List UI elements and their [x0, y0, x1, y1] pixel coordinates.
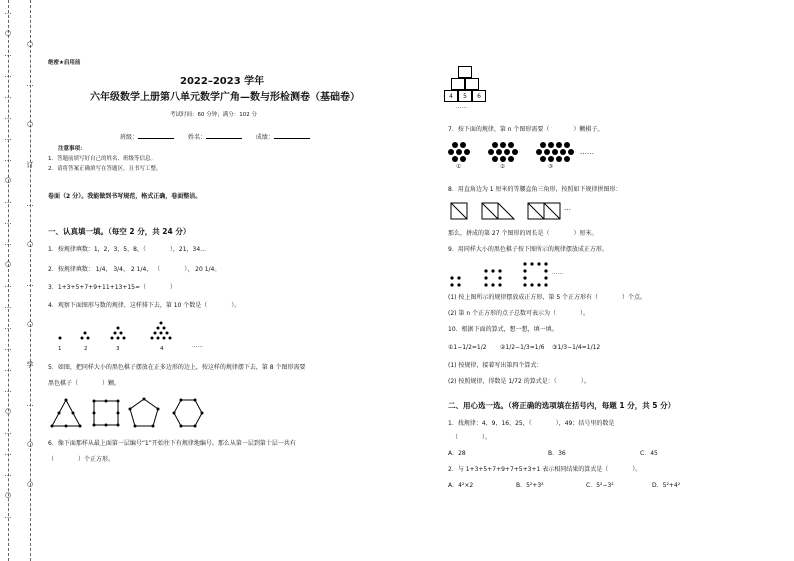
q9-part-a: (1) 按上图所示的规律摆放成正方形，第 5 个正方形有（ ）个点。 — [448, 294, 647, 301]
q9-part-b: (2) 第 n 个正方形的点子总数可表示为（ ）。 — [448, 310, 590, 317]
s2-q2-option-c: C．5²−3² — [586, 482, 614, 489]
q2-prefix: 2．按规律填数： — [48, 266, 94, 273]
binding-mark: … — [4, 92, 12, 100]
s2-q2-option-a: A．4²×2 — [448, 482, 474, 489]
q1-text: 1．按规律填数：1，2，3，5，8，（ ），21，34… — [48, 246, 207, 253]
q4-triangle-dots — [48, 316, 248, 356]
q9-square-dots — [448, 258, 588, 290]
q9-text: 9．用同样大小的黑色棋子按下图所示的规律摆放成正方形。 — [448, 246, 608, 253]
q10-part-b: (2) 按照规律，得数是 1/72 的算式是：（ ）。 — [448, 378, 590, 385]
binding-mark: ○ — [26, 440, 34, 448]
binding-mark: … — [4, 281, 12, 289]
q10-formula-3: ③1/3−1/4=1/12 — [552, 344, 601, 351]
name-label: 姓名： — [187, 134, 206, 141]
s2-q1-option-c: C．45 — [640, 450, 658, 457]
binding-mark: … — [4, 155, 12, 163]
score-label: 成绩： — [255, 134, 274, 141]
q10-formula-1: ①1−1/2=1/2 — [448, 344, 487, 351]
exam-title: 六年级数学上册第八单元数学广角—数与形检测卷（基础卷） — [90, 92, 360, 103]
q7-label-1: ① — [456, 164, 461, 170]
note-2: 2．请将答案正确填写在答题区，且书写工整。 — [48, 166, 162, 172]
binding-mark: … — [4, 197, 12, 205]
q5-line2: 黑色棋子（ ）颗。 — [48, 380, 121, 387]
q9-more: …… — [552, 270, 563, 276]
binding-mark: … — [26, 200, 34, 208]
q4-label-3: 3 — [116, 346, 120, 352]
s2-q1-option-a: A．28 — [448, 450, 466, 457]
pyramid-cell — [451, 78, 465, 90]
pyramid-cell: 5 — [458, 90, 472, 102]
binding-mark: ○ — [26, 40, 34, 48]
binding-mark: … — [4, 113, 12, 121]
q4-text: 4．观察下面图形与数的规律，这样排下去，第 10 个数是（ ）。 — [48, 302, 241, 309]
exam-year: 2022–2023 学年 — [180, 76, 265, 87]
q2-item-2: 3/4 — [113, 266, 123, 273]
binding-mark: … — [4, 386, 12, 394]
binding-mark: 学 — [26, 361, 34, 369]
student-info-row — [120, 134, 310, 142]
s2-q2-text: 2．与 1+3+5+7+9+7+5+3+1 表示相同结果的算式是（ ）。 — [448, 466, 642, 473]
binding-mark: ○ — [4, 176, 12, 184]
binding-mark: … — [26, 80, 34, 88]
class-field[interactable] — [138, 138, 174, 139]
binding-mark: ○ — [4, 407, 12, 415]
notes-heading: 注意事项： — [58, 146, 86, 152]
q8-line2: 那么，拼成的第 27 个图形的周长是（ ）厘米。 — [448, 230, 598, 237]
binding-mark: … — [4, 365, 12, 373]
q6-line1: 6．像下面那样从最上面第一层编号“1”开始往下有规律地编号。那么从第一层到第十层一共有 — [48, 440, 296, 447]
binding-mark: 订 — [26, 161, 34, 169]
name-field[interactable] — [206, 138, 242, 139]
binding-mark: … — [4, 428, 12, 436]
q10-part-a: (1) 按规律，接着写出第四个算式： — [448, 362, 543, 369]
pyramid-cell — [458, 66, 472, 78]
binding-mark: … — [4, 50, 12, 58]
pyramid-cell: 6 — [472, 90, 486, 102]
neatness-note: 卷面（2 分）。我能做到书写规范，格式正确，卷面整洁。 — [48, 193, 202, 200]
q8-more: … — [564, 204, 571, 212]
q7-label-3: ③ — [548, 164, 553, 170]
binding-margin — [0, 0, 42, 561]
binding-mark: ○ — [26, 120, 34, 128]
note-1: 1．答题前填写好自己的姓名、班级等信息。 — [48, 156, 157, 162]
q5-line1: 5．如图，把同样大小的黑色棋子摆放在正多边形的边上，按这样的规律摆下去，第 8 个图形需要 — [48, 364, 306, 371]
binding-mark: ○ — [4, 29, 12, 37]
binding-mark: … — [4, 8, 12, 16]
binding-mark: … — [26, 400, 34, 408]
class-label: 班级： — [120, 134, 139, 141]
binding-mark: … — [4, 512, 12, 520]
binding-mark: … — [4, 218, 12, 226]
binding-mark: ○ — [26, 320, 34, 328]
q2-row: 2．按规律填数： 1/4， 3/4， 2 1/4， （ ）， 20 1/4。 — [48, 266, 221, 273]
q5-polygon-figures — [48, 396, 218, 432]
binding-mark: ○ — [26, 240, 34, 248]
binding-mark: … — [4, 470, 12, 478]
secret-tag: 绝密★启用前 — [48, 60, 81, 66]
q2-item-4: （ ） — [154, 266, 188, 273]
q4-label-1: 1 — [58, 346, 62, 352]
q3-text: 3．1+3+5+7+9+11+13+15=（ ） — [48, 284, 177, 291]
binding-mark: ○ — [4, 491, 12, 499]
section1-heading: 一、认真填一填。（每空 2 分，共 24 分） — [48, 227, 191, 236]
s2-q1-text: 1．找规律：4，9，16，25，（ ），49；括号里的数是 — [448, 420, 615, 427]
q6-line2: （ ）个正方形。 — [48, 456, 115, 463]
binding-mark: … — [4, 239, 12, 247]
binding-mark: … — [4, 344, 12, 352]
q2-item-5: 20 1/4 — [195, 266, 215, 273]
pyramid-dots: …… — [456, 104, 467, 110]
binding-mark: … — [4, 134, 12, 142]
q10-formula-2: ②1/2−1/3=1/6 — [500, 344, 545, 351]
q7-label-2: ② — [500, 164, 505, 170]
pyramid-cell: 4 — [444, 90, 458, 102]
q10-text: 10．根据下面的算式，想一想，填一填。 — [448, 326, 558, 333]
binding-mark: … — [4, 71, 12, 79]
binding-mark: … — [4, 323, 12, 331]
q7-text: 7．按下面的规律，第 n 个图形需要（ ）颗棋子。 — [448, 126, 604, 133]
s2-q2-option-d: D．5²+4² — [652, 482, 681, 489]
s2-q1-option-b: B．36 — [548, 450, 566, 457]
binding-mark: ○ — [4, 260, 12, 268]
exam-info: 考试时间：60 分钟；满分：102 分 — [170, 112, 257, 118]
s2-q1-paren: （ ）。 — [452, 434, 492, 441]
q4-label-4: 4 — [160, 346, 164, 352]
q8-text: 8．用直角边为 1 厘米的等腰直角三角形，按照如下规律拼图形： — [448, 186, 622, 193]
q7-label-more: …… — [580, 148, 594, 156]
q8-triangle-figures — [448, 200, 578, 222]
score-field[interactable] — [274, 138, 310, 139]
binding-mark: ○ — [26, 480, 34, 488]
section2-heading: 二、用心选一选。（将正确的选项填在括号内，每题 1 分，共 5 分） — [448, 401, 676, 410]
binding-mark: … — [4, 449, 12, 457]
q4-label-2: 2 — [84, 346, 88, 352]
pyramid-cell — [465, 78, 479, 90]
q2-item-1: 1/4 — [95, 266, 106, 273]
s2-q2-option-b: B．5²+3² — [516, 482, 544, 489]
binding-mark: … — [4, 302, 12, 310]
binding-mark: … — [26, 280, 34, 288]
q4-label-more: …… — [192, 343, 203, 349]
q2-item-3: 2 1/4 — [130, 266, 147, 273]
